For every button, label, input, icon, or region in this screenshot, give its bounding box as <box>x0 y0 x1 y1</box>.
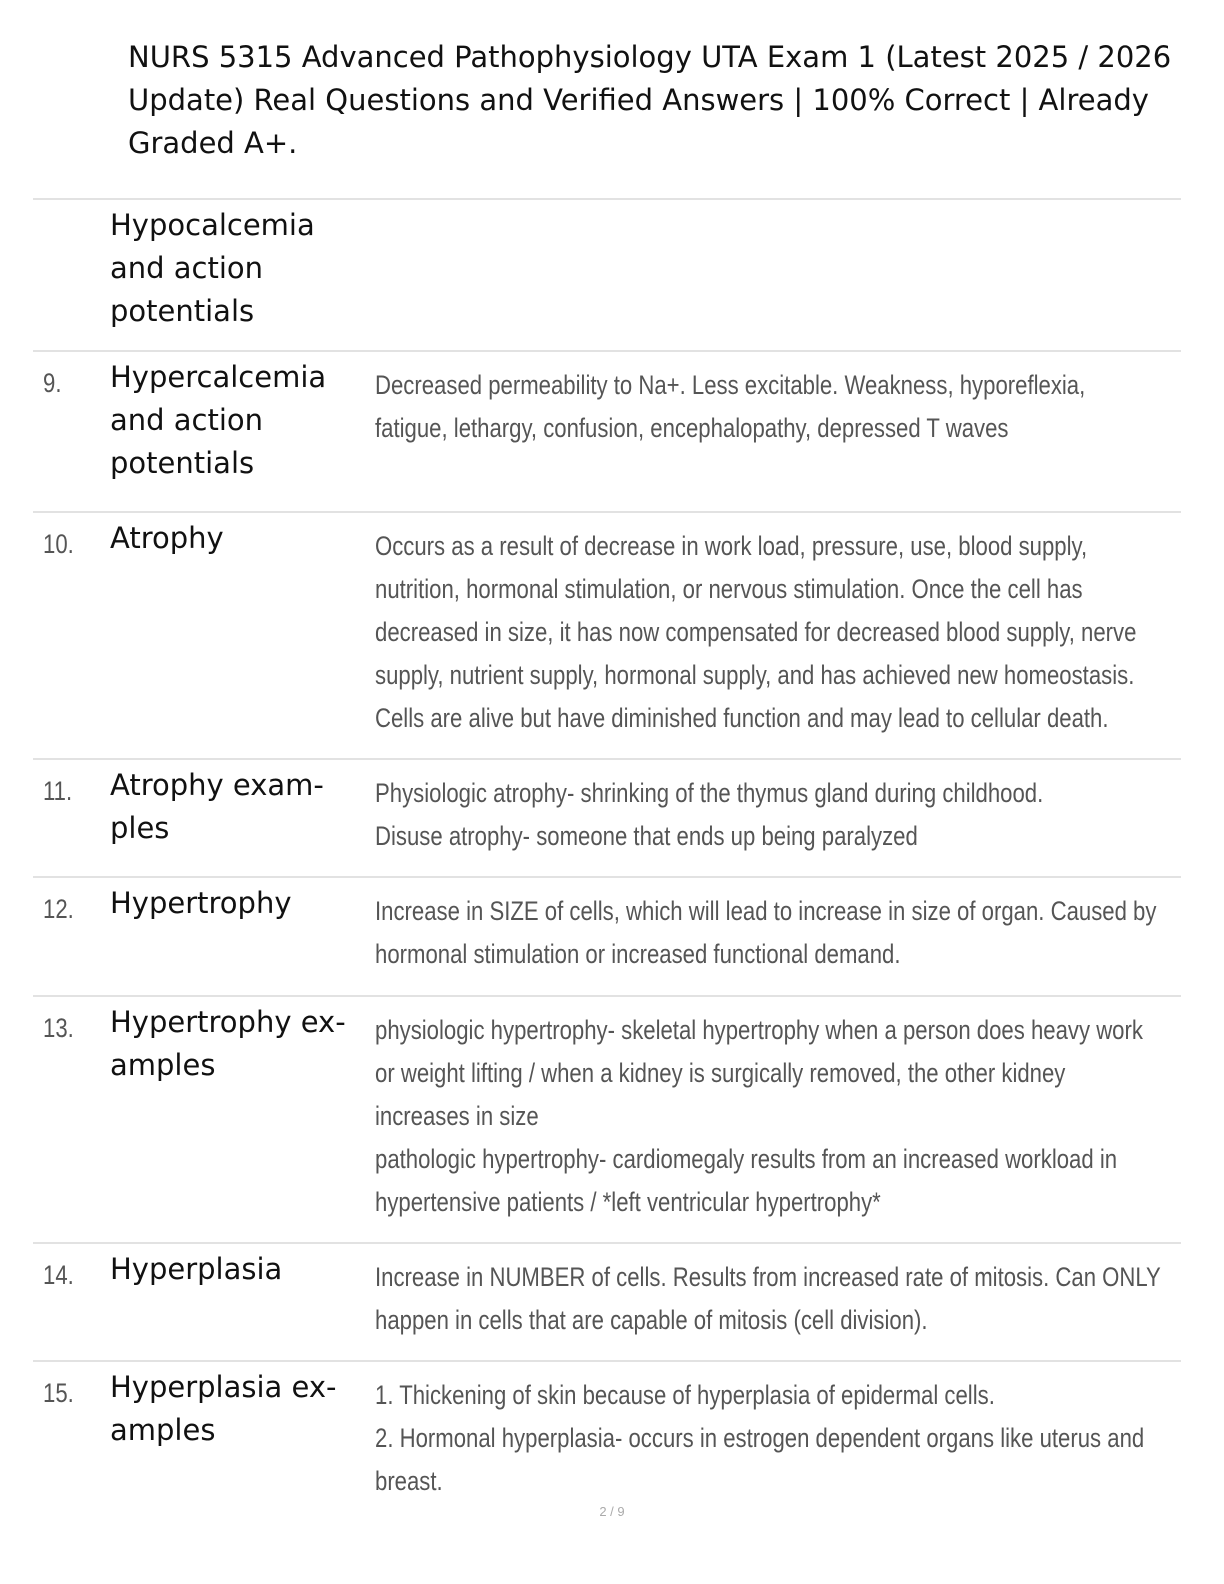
row-term: Hypercalcemia and action potentials <box>110 360 327 480</box>
row-definition: Increase in SIZE of cells, which will lead to increase in size of organ. Caused by hormonal stimulation or increased functional demand. <box>375 896 1157 969</box>
table-row <box>33 1242 1181 1360</box>
row-term: Hypertrophy ex-amples <box>110 1005 346 1082</box>
row-number: 11. <box>43 776 73 806</box>
row-number: 12. <box>43 894 74 924</box>
table-row <box>33 511 1181 758</box>
row-definition: physiologic hypertrophy- skeletal hypertrophy when a person does heavy work or weight lifting / when a kidney is surgically removed, the other kidney increases in size pathologic hypertrophy- cardiomegaly results from an increased workload in hypertensive patients / *left ventricular hypertrophy* <box>375 1015 1143 1217</box>
row-term: Hypocalcemia and action potentials <box>110 208 315 328</box>
page-indicator: 2 / 9 <box>599 1504 625 1519</box>
row-term: Atrophy exam-ples <box>110 768 324 845</box>
row-term: Hyperplasia ex-amples <box>110 1370 337 1447</box>
table-row <box>33 350 1181 511</box>
row-definition: 1. Thickening of skin because of hyperplasia of epidermal cells. 2. Hormonal hyperplasia- occurs in estrogen dependent organs like uterus and breast. <box>375 1380 1145 1496</box>
row-definition: Decreased permeability to Na+. Less excitable. Weakness, hyporeflexia, fatigue, lethargy, confusion, encephalopathy, depressed T waves <box>375 370 1086 443</box>
table-row <box>33 198 1181 350</box>
row-definition: Physiologic atrophy- shrinking of the thymus gland during childhood. Disuse atrophy- someone that ends up being paralyzed <box>375 778 1044 851</box>
document-title: NURS 5315 Advanced Pathophysiology UTA Exam 1 (Latest 2025 / 2026 Update) Real Questions and Verified Answers | 100% Correct | Already Graded A+. <box>128 40 1172 160</box>
row-number: 13. <box>43 1013 74 1043</box>
row-number: 10. <box>43 529 74 559</box>
row-term: Hypertrophy <box>110 886 292 920</box>
table-row <box>33 758 1181 876</box>
row-definition: Increase in NUMBER of cells. Results from increased rate of mitosis. Can ONLY happen in cells that are capable of mitosis (cell division). <box>375 1262 1161 1335</box>
flashcard-table <box>33 198 1181 1507</box>
table-row <box>33 995 1181 1242</box>
table-row <box>33 1360 1181 1507</box>
row-number: 15. <box>43 1378 74 1408</box>
row-number: 9. <box>43 368 62 398</box>
row-term: Atrophy <box>110 521 224 555</box>
row-term: Hyperplasia <box>110 1252 283 1286</box>
row-definition: Occurs as a result of decrease in work load, pressure, use, blood supply, nutrition, hormonal stimulation, or nervous stimulation. Once the cell has decreased in size, it has now compensated for decreased blood supply, nerve supply, nutrient supply, hormonal supply, and has achieved new homeostasis. Cells are alive but have diminished function and may lead to cellular death. <box>375 531 1137 733</box>
table-row <box>33 876 1181 995</box>
row-number: 14. <box>43 1260 74 1290</box>
